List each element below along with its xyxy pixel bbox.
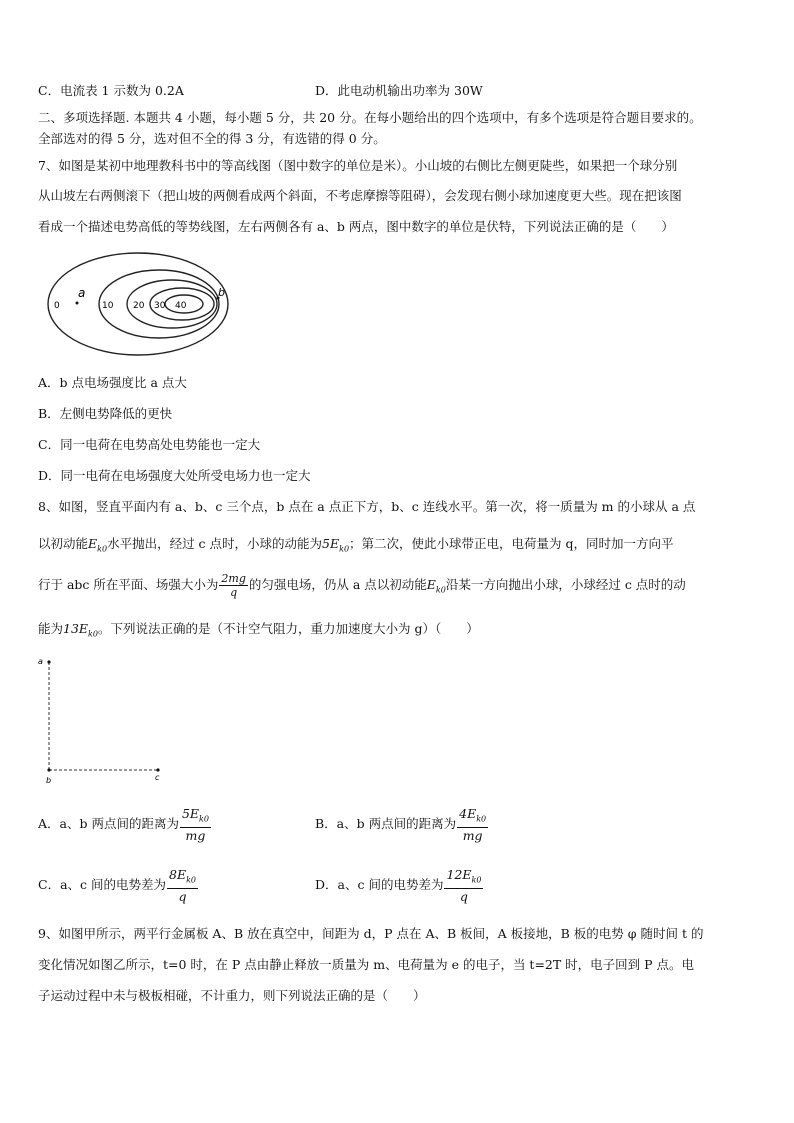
q8-stem-line4 [38, 620, 479, 644]
q7-option-c: C．同一电荷在电势高处电势能也一定大 [38, 437, 261, 452]
option-a-fraction: $\frac{5E_{k0}}{mg}$ [181, 806, 209, 843]
q8-option-a: A．a、b 两点间的距离为 $\frac{5E_{k0}}{mg}$ [38, 806, 209, 843]
q8-abc-figure [34, 652, 174, 787]
q8-stem-line1: 8、如图，竖直平面内有 a、b、c 三个点，b 点在 a 点正下方，b、c 连线水平。第一次，将一质量为 m 的小球从 a 点 [38, 499, 696, 514]
point-b-label: b [218, 286, 225, 299]
label-0: 0 [54, 301, 60, 311]
label-10: 10 [102, 301, 114, 311]
q6-option-c: C．电流表 1 示数为 0.2A [38, 83, 184, 98]
q8-text: 沿某一方向抛出小球，小球经过 c 点时的动 [445, 577, 686, 592]
q7-option-b: B．左侧电势降低的更快 [38, 406, 173, 421]
q6-option-d: D．此电动机输出功率为 30W [315, 83, 483, 98]
ek0-symbol: $E_{k0}$ [426, 577, 446, 595]
q8-text: 。下列说法正确的是（不计空气阻力，重力加速度大小为 g）（ ） [97, 621, 479, 636]
q8-text: 的匀强电场，仍从 a 点以初动能 [248, 577, 427, 592]
q7-option-d: D．同一电荷在电场强度大处所受电场力也一定大 [38, 468, 311, 483]
q9-stem-line1: 9、如图甲所示，两平行金属板 A、B 放在真空中，间距为 d，P 点在 A、B 板间，A 板接地，B 板的电势 φ 随时间 t 的 [38, 926, 704, 941]
point-b-dot [47, 768, 50, 771]
point-b-label: b [46, 776, 52, 785]
q8-option-b: B．a、b 两点间的距离为 $\frac{4E_{k0}}{mg}$ [315, 806, 487, 843]
q9-stem-line3: 子运动过程中未与极板相碰，不计重力，则下列说法正确的是（ ） [38, 988, 426, 1003]
thirteen-ek0: $13E_{k0}$ [63, 621, 98, 639]
point-c-label: c [155, 773, 160, 782]
q7-equipotential-figure [44, 248, 234, 366]
section2-instructions-line2: 全部选对的得 5 分，选对但不全的得 3 分，有选错的得 0 分。 [38, 131, 386, 146]
q7-option-a: A．b 点电场强度比 a 点大 [38, 375, 187, 390]
q8-option-d: D．a、c 间的电势差为 $\frac{12E_{k0}}{q}$ [315, 867, 482, 904]
option-d-fraction: $\frac{12E_{k0}}{q}$ [446, 867, 482, 904]
five-ek0: $5E_{k0}$ [322, 536, 350, 554]
q8-option-c: C．a、c 间的电势差为 $\frac{8E_{k0}}{q}$ [38, 867, 197, 904]
option-c-fraction: $\frac{8E_{k0}}{q}$ [169, 867, 197, 904]
q8-stem-line3 [38, 567, 686, 609]
point-a-dot [47, 660, 50, 663]
point-c-dot [156, 768, 159, 771]
point-a-label: a [78, 286, 86, 300]
q8-text: 行于 abc 所在平面、场强大小为 [38, 577, 219, 592]
q8-stem-line2 [38, 535, 674, 559]
point-a-label: a [38, 657, 43, 666]
q7-stem-line3: 看成一个描述电势高低的等势线图，左右两侧各有 a、b 两点，图中数字的单位是伏特，下列说法正确的是（ ） [38, 219, 674, 234]
option-b-fraction: $\frac{4E_{k0}}{mg}$ [459, 806, 487, 843]
label-20: 20 [133, 301, 145, 311]
q8-text: 能为 [38, 621, 64, 636]
q8-text: 水平抛出，经过 c 点时，小球的动能为 [107, 536, 323, 551]
point-a-dot [76, 302, 79, 305]
label-30: 30 [154, 301, 166, 311]
field-strength-fraction: $\frac{2mg}{q}$ [221, 572, 246, 599]
q7-stem-line1: 7、如图是某初中地理教科书中的等高线图（图中数字的单位是米）。小山坡的右侧比左侧更陡些，如果把一个球分别 [38, 158, 678, 173]
q8-text: 以初动能 [38, 536, 89, 551]
ek0-symbol: $E_{k0}$ [88, 536, 108, 554]
q7-stem-line2: 从山坡左右两侧滚下（把山坡的两侧看成两个斜面，不考虑摩擦等阻碍），会发现右侧小球加速度更大些。现在把该图 [38, 188, 682, 203]
q8-text: ；第二次，使此小球带正电，电荷量为 q，同时加一方向平 [349, 536, 674, 551]
q9-stem-line2: 变化情况如图乙所示，t=0 时，在 P 点由静止释放一质量为 m、电荷量为 e 的电子，当 t=2T 时，电子回到 P 点。电 [38, 957, 695, 972]
section2-instructions-line1: 二、多项选择题. 本题共 4 小题，每小题 5 分，共 20 分。在每小题给出的四个选项中，有多个选项是符合题目要求的。 [38, 110, 702, 125]
label-40: 40 [175, 301, 187, 311]
